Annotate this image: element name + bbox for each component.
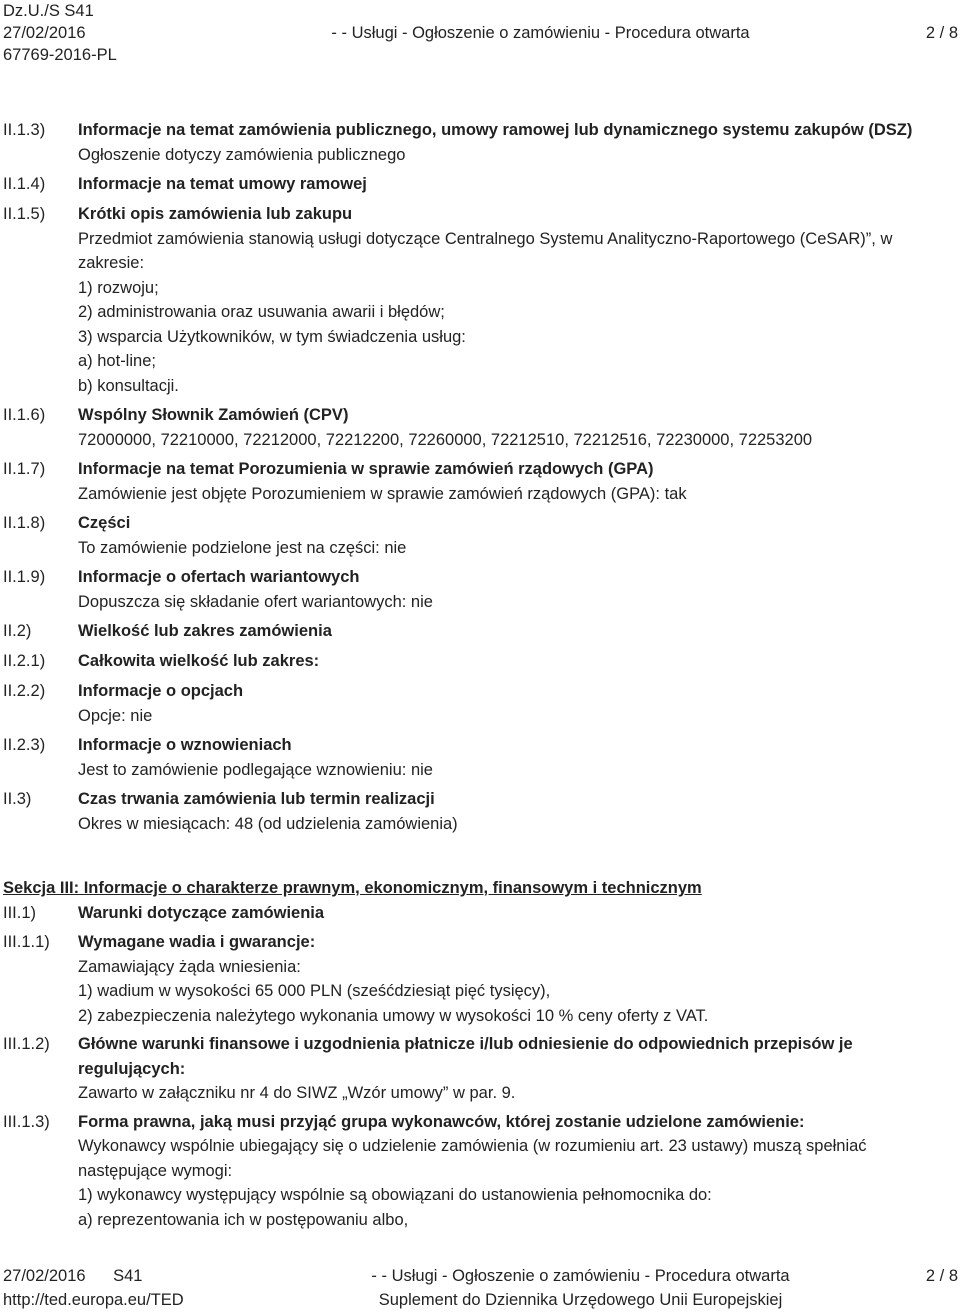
entry-body [78, 403, 960, 452]
footer-journal: S41 [113, 1267, 143, 1285]
section-entry [0, 679, 960, 728]
entry-body [78, 787, 960, 836]
entry-title: Główne warunki finansowe i uzgodnienia płatnicze i/lub odniesienie do odpowiednich przepisów je regulujących: [78, 1035, 853, 1078]
entry-title: Wymagane wadia i gwarancje: [78, 933, 316, 951]
document-id: 67769-2016-PL [3, 46, 117, 64]
entry-body [78, 901, 960, 926]
entry-title: Informacje na temat Porozumienia w sprawie zamówień rządowych (GPA) [78, 460, 654, 478]
section-entry [0, 1110, 960, 1233]
journal-reference: Dz.U./S S41 [3, 2, 94, 20]
section-entry [0, 787, 960, 836]
entry-number: II.1.9) [3, 568, 46, 586]
section-entry [0, 733, 960, 782]
entry-body [78, 733, 960, 782]
entry-line: To zamówienie podzielone jest na części: nie [78, 538, 407, 557]
entry-line: 3) wsparcia Użytkowników, w tym świadczenia usług: [78, 327, 466, 346]
section-entry [0, 901, 960, 926]
entry-number: II.2.2) [3, 682, 46, 700]
entry-number: II.1.3) [3, 121, 46, 139]
page-header [3, 0, 958, 66]
entry-line: Przedmiot zamówienia stanowią usługi dotyczące Centralnego Systemu Analityczno-Raportowego (CeSAR)”, w zakresie: [78, 229, 893, 272]
entry-number: II.1.8) [3, 514, 46, 532]
entry-line: Okres w miesiącach: 48 (od udzielenia zamówienia) [78, 814, 458, 833]
entry-body [78, 172, 960, 197]
entry-title: Informacje o wznowieniach [78, 736, 292, 754]
footer-url[interactable]: http://ted.europa.eu/TED [3, 1291, 184, 1309]
entry-title: Forma prawna, jaką musi przyjąć grupa wykonawców, której zostanie udzielone zamówienie: [78, 1112, 805, 1131]
entry-body [78, 118, 960, 167]
page-footer [3, 1264, 958, 1312]
section-entry [0, 565, 960, 614]
section-entry [0, 619, 960, 644]
entry-line: 2) zabezpieczenia należytego wykonania umowy w wysokości 10 % ceny oferty z VAT. [78, 1006, 709, 1025]
section-entry [0, 403, 960, 452]
header-notice-type: - - Usługi - Ogłoszenie o zamówieniu - Procedura otwarta [331, 24, 750, 42]
footer-notice-type: - - Usługi - Ogłoszenie o zamówieniu - Procedura otwarta [371, 1267, 790, 1285]
entry-number: II.2.3) [3, 736, 46, 754]
entry-number: II.1.4) [3, 175, 46, 193]
entry-line: 1) rozwoju; [78, 278, 159, 297]
section-entry [0, 202, 960, 398]
entry-line: 1) wykonawcy występujący wspólnie są obowiązani do ustanowienia pełnomocnika do: [78, 1186, 712, 1204]
entry-number: III.1.2) [3, 1035, 50, 1053]
entry-line: b) konsultacji. [78, 376, 179, 395]
entry-body [78, 679, 960, 728]
footer-date: 27/02/2016 [3, 1267, 86, 1285]
entry-body [78, 1032, 960, 1106]
header-page-number: 2 / 8 [925, 24, 958, 42]
section-3 [0, 876, 960, 1232]
entry-line: Dopuszcza się składanie ofert wariantowych: nie [78, 592, 433, 611]
entry-line: Zamówienie jest objęte Porozumieniem w sprawie zamówień rządowych (GPA): tak [78, 484, 687, 503]
entry-body [78, 649, 960, 674]
entry-title: Wspólny Słownik Zamówień (CPV) [78, 406, 349, 424]
entry-number: II.2.1) [3, 652, 46, 670]
section-entry [0, 649, 960, 674]
entry-title: Krótki opis zamówienia lub zakupu [78, 205, 353, 223]
entry-number: III.1) [3, 904, 37, 922]
header-date: 27/02/2016 [3, 24, 86, 42]
section-entry [0, 172, 960, 197]
entry-line: Zamawiający żąda wniesienia: [78, 957, 301, 976]
section-3-heading: Sekcja III: Informacje o charakterze prawnym, ekonomicznym, finansowym i technicznym [3, 879, 702, 897]
entry-number: II.1.5) [3, 205, 46, 223]
section-entry [0, 1032, 960, 1106]
entry-body [78, 457, 960, 506]
entry-body [78, 930, 960, 1028]
entry-number: III.1.1) [3, 933, 50, 951]
entry-title: Całkowita wielkość lub zakres: [78, 652, 320, 670]
entry-body [78, 619, 960, 644]
entry-line: Zawarto w załączniku nr 4 do SIWZ „Wzór umowy” w par. 9. [78, 1084, 516, 1102]
entry-title: Czas trwania zamówienia lub termin realizacji [78, 790, 435, 808]
section-entry [0, 118, 960, 167]
entry-line: Wykonawcy wspólnie ubiegający się o udzielenie zamówienia (w rozumieniu art. 23 ustawy) muszą spełniać następujące wymogi: [78, 1137, 867, 1180]
entry-number: II.1.6) [3, 406, 46, 424]
entry-line: 72000000, 72210000, 72212000, 72212200, 72260000, 72212510, 72212516, 72230000, 72253200 [78, 430, 813, 449]
section-entry [0, 457, 960, 506]
entry-number: III.1.3) [3, 1112, 50, 1131]
entry-title: Wielkość lub zakres zamówienia [78, 622, 332, 640]
entry-number: II.2) [3, 622, 32, 640]
entry-line: 1) wadium w wysokości 65 000 PLN (sześćdziesiąt pięć tysięcy), [78, 982, 551, 1000]
entry-title: Informacje o opcjach [78, 682, 244, 700]
entry-title: Informacje na temat umowy ramowej [78, 175, 367, 193]
entry-body [78, 202, 960, 398]
footer-page-number: 2 / 8 [925, 1267, 958, 1285]
entry-number: II.3) [3, 790, 32, 808]
section-entry [0, 511, 960, 560]
entry-line: a) hot-line; [78, 352, 156, 370]
entry-body [78, 1110, 960, 1233]
entry-line: a) reprezentowania ich w postępowaniu albo, [78, 1210, 409, 1229]
entry-line: 2) administrowania oraz usuwania awarii i błędów; [78, 303, 445, 321]
entry-title: Części [78, 514, 131, 532]
entry-body [78, 511, 960, 560]
entry-body [78, 565, 960, 614]
entry-title: Informacje na temat zamówienia publicznego, umowy ramowej lub dynamicznego systemu zakupów (DSZ) [78, 121, 913, 139]
entry-line: Jest to zamówienie podlegające wznowieniu: nie [78, 760, 433, 779]
entry-line: Opcje: nie [78, 706, 153, 725]
footer-supplement: Suplement do Dziennika Urzędowego Unii Europejskiej [378, 1291, 783, 1309]
entry-line: Ogłoszenie dotyczy zamówienia publicznego [78, 145, 406, 164]
entry-number: II.1.7) [3, 460, 46, 478]
footer-date-journal [3, 1264, 203, 1288]
section-2-entries [0, 118, 960, 836]
entry-title: Informacje o ofertach wariantowych [78, 568, 360, 586]
entry-title: Warunki dotyczące zamówienia [78, 904, 325, 922]
section-entry [0, 930, 960, 1028]
section-3-entries [0, 901, 960, 1232]
